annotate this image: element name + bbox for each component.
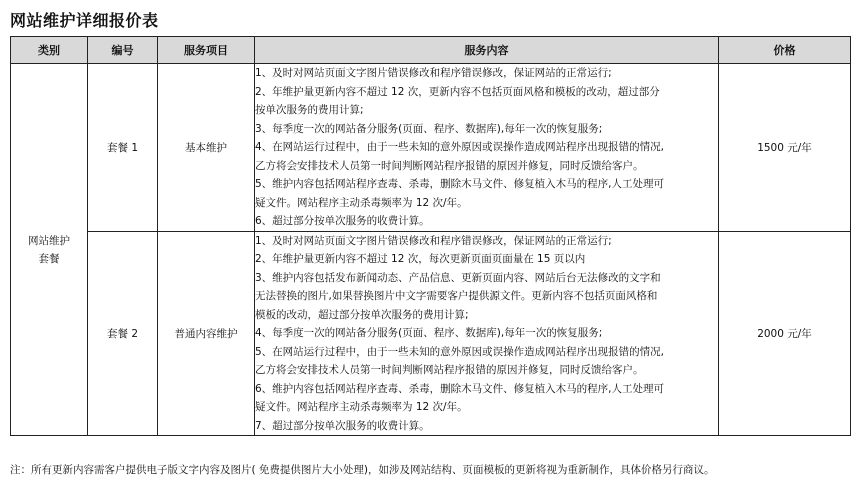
category-line: 套餐 xyxy=(38,252,60,265)
category-line: 网站维护 xyxy=(28,234,70,247)
header-content: 服务内容 xyxy=(255,37,719,64)
content-line: 1、及时对网站页面文字图片错误修改和程序错误修改，保证网站的正常运行; xyxy=(255,234,612,247)
content-cell xyxy=(255,64,719,232)
table-row xyxy=(11,231,851,436)
content-line: 6、超过部分按单次服务的收费计算。 xyxy=(255,215,430,227)
content-line: 乙方将会安排技术人员第一时间判断网站程序报错的原因并修复，同时反馈给客户。 xyxy=(255,364,644,376)
content-line: 6、维护内容包括网站程序查毒、杀毒，删除木马文件、修复植入木马的程序,人工处理可 xyxy=(255,382,665,395)
footer-note: 注：所有更新内容需客户提供电子版文字内容及图片( 免费提供图片大小处理)，如涉及网站结构、页面模板的更新将视为重新制作，具体价格另行商议。 xyxy=(10,464,715,476)
header-price: 价格 xyxy=(719,37,851,64)
header-service: 服务项目 xyxy=(158,37,255,64)
content-line: 2、年维护量更新内容不超过 12 次，每次更新页面页面量在 15 页以内 xyxy=(255,253,586,265)
content-line: 疑文件。网站程序主动杀毒频率为 12 次/年。 xyxy=(255,196,468,209)
category-cell xyxy=(11,64,88,436)
price-table xyxy=(10,36,851,436)
content-line: 5、在网站运行过程中，由于一些未知的意外原因或误操作造成网站程序出现报错的情况, xyxy=(255,345,665,358)
table-row xyxy=(11,64,851,232)
content-line: 1、及时对网站页面文字图片错误修改和程序错误修改，保证网站的正常运行; xyxy=(255,67,612,79)
service-cell: 基本维护 xyxy=(158,64,255,232)
content-line: 4、在网站运行过程中，由于一些未知的意外原因或误操作造成网站程序出现报错的情况, xyxy=(255,141,665,153)
content-line: 4、每季度一次的网站备分服务(页面、程序、数据库),每年一次的恢复服务; xyxy=(255,327,603,339)
service-cell: 普通内容维护 xyxy=(158,231,255,436)
content-line: 疑文件。网站程序主动杀毒频率为 12 次/年。 xyxy=(255,401,468,413)
content-line: 2、年维护量更新内容不超过 12 次，更新内容不包括页面风格和模板的改动，超过部分 xyxy=(255,85,660,98)
header-id: 编号 xyxy=(88,37,158,64)
header-category: 类别 xyxy=(11,37,88,64)
content-line: 无法替换的图片,如果替换图片中文字需要客户提供源文件。更新内容不包括页面风格和 xyxy=(255,290,658,302)
content-line: 模板的改动，超过部分按单次服务的费用计算; xyxy=(255,308,469,321)
content-line: 乙方将会安排技术人员第一时间判断网站程序报错的原因并修复，同时反馈给客户。 xyxy=(255,159,644,172)
content-line: 7、超过部分按单次服务的收费计算。 xyxy=(255,419,430,432)
content-line: 5、维护内容包括网站程序查毒、杀毒，删除木马文件、修复植入木马的程序,人工处理可 xyxy=(255,178,665,190)
content-line: 3、维护内容包括发布新闻动态、产品信息、更新页面内容、网站后台无法修改的文字和 xyxy=(255,271,661,284)
package-id-cell: 套餐 2 xyxy=(88,231,158,436)
content-cell xyxy=(255,231,719,436)
page-title: 网站维护详细报价表 xyxy=(10,11,159,30)
package-id-cell: 套餐 1 xyxy=(88,64,158,232)
price-cell: 1500 元/年 xyxy=(719,64,851,232)
price-cell: 2000 元/年 xyxy=(719,231,851,436)
header-row xyxy=(11,37,851,64)
content-line: 3、每季度一次的网站备分服务(页面、程序、数据库),每年一次的恢复服务; xyxy=(255,122,603,135)
content-line: 按单次服务的费用计算; xyxy=(255,104,364,116)
